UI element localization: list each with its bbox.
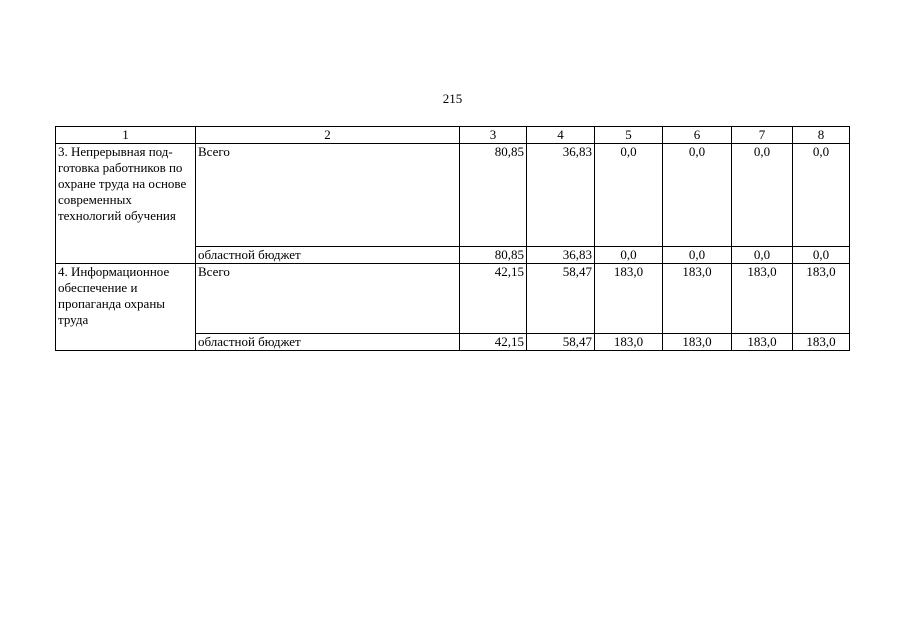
column-header: 6 (663, 127, 732, 144)
program-name-cell: 3. Непрерывная под-готовка работников по охране труда на основе современных технологий обучения (56, 144, 196, 264)
value-cell: 42,15 (460, 334, 527, 351)
value-cell: 183,0 (732, 334, 793, 351)
value-cell: 0,0 (663, 144, 732, 247)
value-cell: 0,0 (793, 247, 850, 264)
column-header: 8 (793, 127, 850, 144)
column-header: 4 (527, 127, 595, 144)
value-cell: 0,0 (793, 144, 850, 247)
value-cell: 58,47 (527, 264, 595, 334)
value-cell: 183,0 (595, 264, 663, 334)
value-cell: 0,0 (732, 247, 793, 264)
column-header: 5 (595, 127, 663, 144)
budget-table (55, 126, 850, 351)
column-header: 1 (56, 127, 196, 144)
column-header: 2 (196, 127, 460, 144)
value-cell: 58,47 (527, 334, 595, 351)
value-cell: 80,85 (460, 247, 527, 264)
value-cell: 183,0 (793, 334, 850, 351)
column-header: 3 (460, 127, 527, 144)
value-cell: 183,0 (663, 334, 732, 351)
value-cell: 36,83 (527, 247, 595, 264)
funding-source-cell: областной бюджет (196, 334, 460, 351)
funding-source-cell: Всего (196, 264, 460, 334)
value-cell: 0,0 (663, 247, 732, 264)
value-cell: 0,0 (595, 144, 663, 247)
value-cell: 80,85 (460, 144, 527, 247)
column-header: 7 (732, 127, 793, 144)
funding-source-cell: Всего (196, 144, 460, 247)
value-cell: 0,0 (595, 247, 663, 264)
table-header-row (56, 127, 850, 144)
table-row (56, 144, 850, 247)
value-cell: 36,83 (527, 144, 595, 247)
program-name-cell: 4. Информационное обеспечение и пропаганда охраны труда (56, 264, 196, 351)
value-cell: 183,0 (793, 264, 850, 334)
value-cell: 42,15 (460, 264, 527, 334)
value-cell: 183,0 (732, 264, 793, 334)
page-number: 215 (442, 91, 463, 106)
value-cell: 0,0 (732, 144, 793, 247)
funding-source-cell: областной бюджет (196, 247, 460, 264)
value-cell: 183,0 (595, 334, 663, 351)
table-row (56, 264, 850, 334)
value-cell: 183,0 (663, 264, 732, 334)
